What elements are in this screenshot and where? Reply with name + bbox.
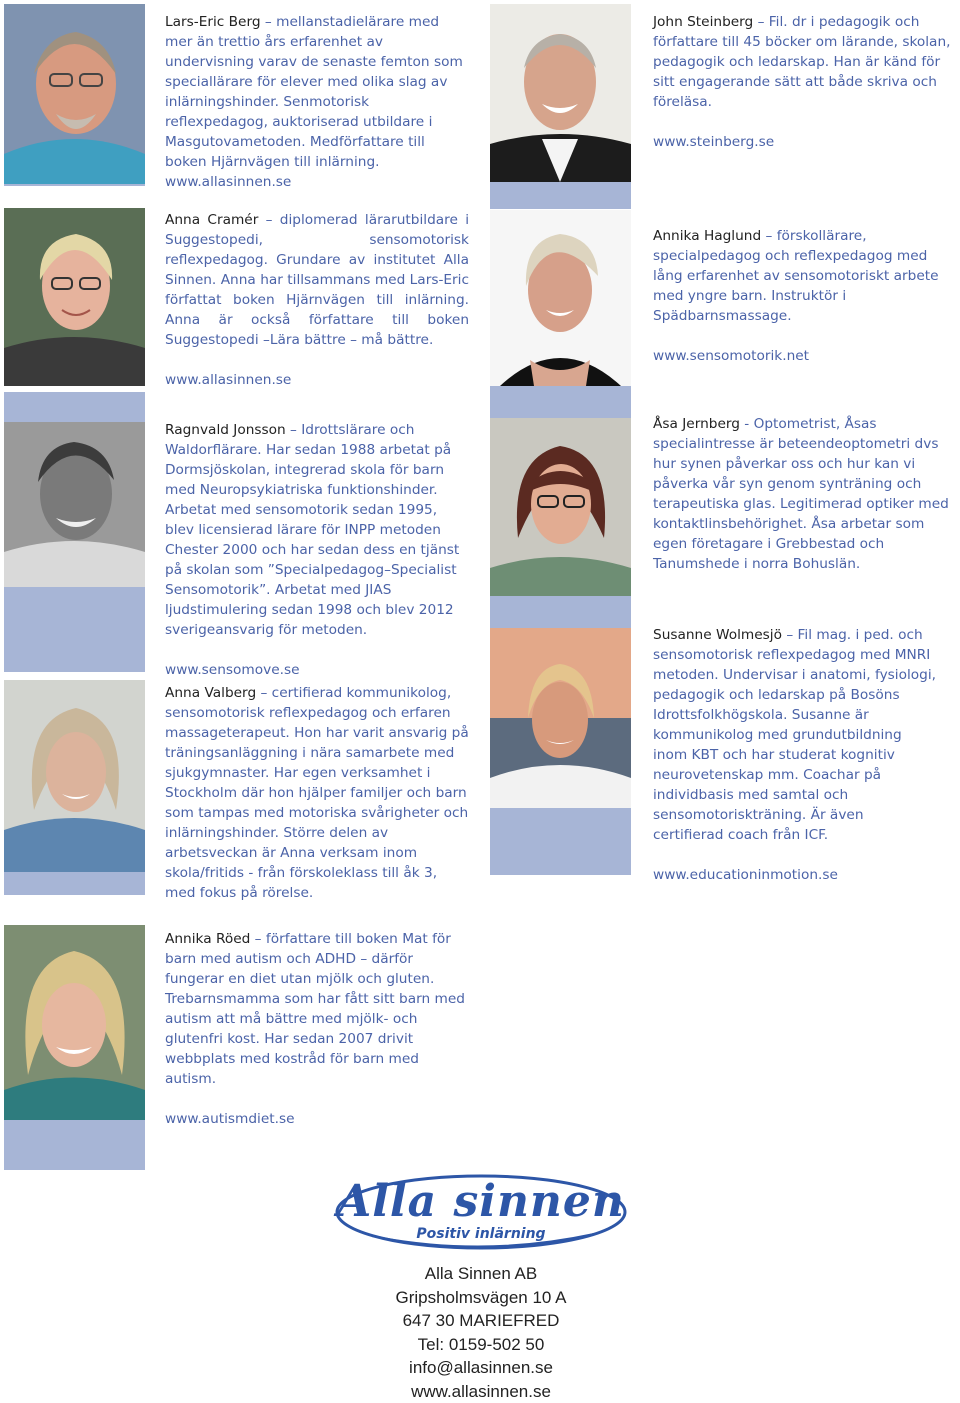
person-description: - Optometrist, Åsas specialintresse är beteendeoptometri dvs hur synen påverkar oss och hur kan vi påverka vår syn genom synträning och terapeutiska glas. Legitimerad optiker med kontaktlinsbehörighet. Åsa arbetar som egen företagare i Grebbestad och Tanumshede i norra Bohuslän. (653, 416, 949, 572)
bio-lars-eric-berg (165, 12, 465, 172)
person-description: – Fil. dr i pedagogik och författare till 45 böcker om lärande, skolan, pedagogik och ledarskap. Han är känd för sitt engagerande sätt att både skriva och föreläsa. (653, 14, 950, 110)
website-link[interactable]: www.sensomotorik.net (653, 346, 957, 366)
person-description: – certifierad kommunikolog, sensomotorisk reflexpedagog och erfaren massageterapeut. Hon har varit ansvarig på träningsanläggning i nära samarbete med sjukgymnaster. Har egen verksamhet i Stockholm där hon hjälper familjer och barn som tampas med motoriska svårigheter och inlärningshinder. Större delen av arbetsveckan är Anna verksam inom skola/fritids - från förskoleklass till åk 3, med fokus på rörelse. (165, 685, 469, 901)
portrait-annika-roed (4, 925, 145, 1120)
person-description: – författare till boken Mat för barn med autism och ADHD – därför fungerar en diet utan mjölk och gluten. Trebarnsmamma som har fått sitt barn med autism att må bättre med mjölk- och glutenfri kost. Har sedan 2007 drivit webbplats med kostråd för barn med autism. (165, 931, 465, 1087)
person-description: – Idrottslärare och Waldorflärare. Har sedan 1988 arbetat på Dormsjöskolan, integrerad skola för barn med Neuropsykiatriska funktionshinder. Arbetat med sensomotorik sedan 1995, blev licensierad lärare för INPP metoden Chester 2000 och har sedan dess en tjänst på skolan som ”Specialpedagog–Specialist Sensomotorik”. Arbetat med JIAS ljudstimulering sedan 1998 och blev 2012 sverigeansvarig för metoden. (165, 422, 459, 638)
postal-city: 647 30 MARIEFRED (340, 1309, 622, 1333)
portrait-susanne-wolmesjo (490, 628, 631, 808)
bio-susanne-wolmesjo (653, 625, 938, 885)
email-link[interactable]: info@allasinnen.se (340, 1356, 622, 1380)
website-link[interactable]: www.steinberg.se (653, 132, 957, 152)
website-link[interactable]: www.autismdiet.se (165, 1109, 470, 1129)
portrait-anna-cramer (4, 208, 145, 386)
portrait-lars-eric-berg (4, 4, 145, 184)
person-name: Åsa Jernberg (653, 416, 740, 432)
logo-tagline: Positiv inlärning (332, 1226, 630, 1242)
bio-anna-valberg (165, 683, 470, 903)
website-link[interactable]: www.sensomove.se (165, 660, 470, 680)
person-name: Annika Röed (165, 931, 250, 947)
bio-anna-cramer (165, 210, 469, 350)
company-address (340, 1262, 622, 1403)
bio-john-steinberg (653, 12, 957, 152)
website-link[interactable]: www.allasinnen.se (165, 370, 291, 390)
portrait-john-steinberg (490, 4, 631, 182)
person-name: Anna Valberg (165, 685, 256, 701)
website-link[interactable]: www.educationinmotion.se (653, 865, 938, 885)
bio-ragnvald-jonsson (165, 420, 470, 680)
person-description: – förskollärare, specialpedagog och reflexpedagog med lång erfarenhet av sensomotoriskt arbete med yngre barn. Instruktör i Spädbarnsmassage. (653, 228, 939, 324)
person-name: Anna Cramér (165, 212, 258, 228)
portrait-asa-jernberg (490, 418, 631, 596)
website-link[interactable]: www.allasinnen.se (165, 172, 291, 192)
phone-number: Tel: 0159-502 50 (340, 1333, 622, 1357)
bio-annika-haglund (653, 226, 957, 366)
person-name: Annika Haglund (653, 228, 761, 244)
bio-asa-jernberg (653, 414, 957, 574)
portrait-annika-haglund (490, 210, 631, 386)
person-name: Ragnvald Jonsson (165, 422, 286, 438)
company-name: Alla Sinnen AB (340, 1262, 622, 1286)
street-address: Gripsholmsvägen 10 A (340, 1286, 622, 1310)
alla-sinnen-logo (332, 1172, 630, 1258)
portrait-ragnvald-jonsson (4, 422, 145, 587)
bio-annika-roed (165, 929, 470, 1129)
person-name: John Steinberg (653, 14, 753, 30)
website-link[interactable]: www.allasinnen.se (340, 1380, 622, 1403)
person-description: – diplomerad lärarutbildare i Suggestopedi, sensomotorisk reflexpedagog. Grundare av institutet Alla Sinnen. Anna har tillsammans med Lars-Eric författat boken Hjärnvägen till inlärning. Anna är också författare till boken Suggestopedi –Lära bättre – må bättre. (165, 212, 469, 348)
person-description: – Fil mag. i ped. och sensomotorisk reflexpedagog med MNRI metoden. Undervisar i anatomi, fysiologi, pedagogik och ledarskap på Bosöns Idrottsfolkhögskola. Susanne är kommunikolog med grundutbildning inom KBT och har studerat kognitiv neurovetenskap mm. Coachar på individbasis med samtal och sensomotoriskträning. Är även certifierad coach från ICF. (653, 627, 936, 843)
person-name: Susanne Wolmesjö (653, 627, 782, 643)
person-name: Lars-Eric Berg (165, 14, 261, 30)
portrait-anna-valberg (4, 680, 145, 872)
person-description: – mellanstadielärare med mer än trettio års erfarenhet av undervisning varav de senaste femton som speciallärare för elever med olika slag av inlärningshinder. Senmotorisk reflexpedagog, auktoriserad utbildare i Masgutovametoden. Medförfattare till boken Hjärnvägen till inlärning. (165, 14, 463, 170)
logo-title: Alla sinnen (332, 1176, 630, 1227)
